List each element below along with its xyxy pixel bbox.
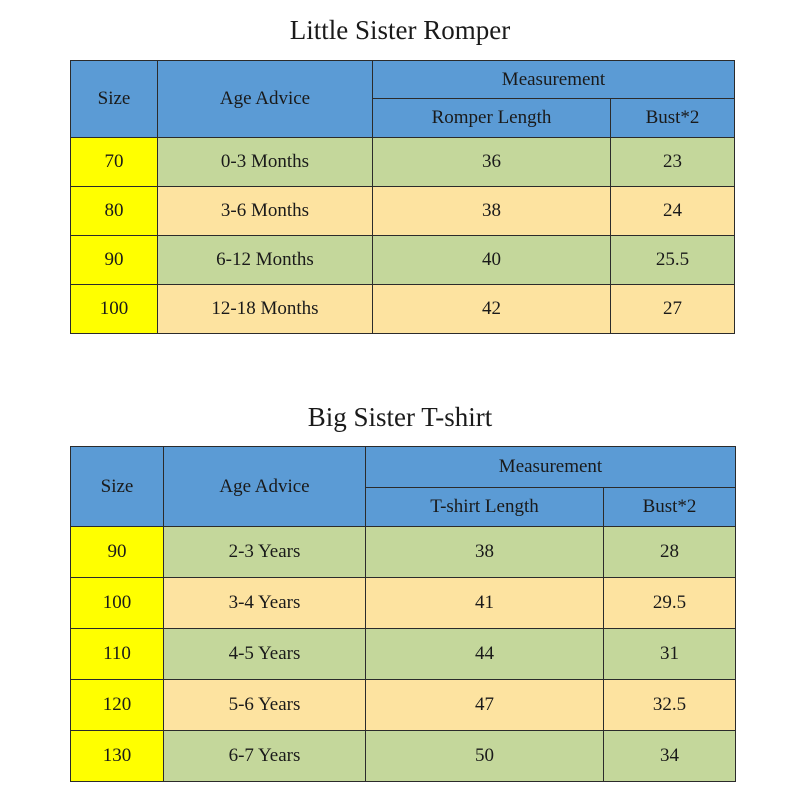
length-cell: 41 bbox=[366, 578, 604, 629]
size-cell: 130 bbox=[71, 731, 164, 782]
big-sister-rows bbox=[71, 527, 736, 782]
age-cell: 12-18 Months bbox=[158, 285, 373, 334]
length-cell: 40 bbox=[373, 236, 611, 285]
bust-cell: 32.5 bbox=[604, 680, 736, 731]
header-measurement: Measurement bbox=[366, 447, 736, 488]
size-cell: 90 bbox=[71, 527, 164, 578]
age-cell: 5-6 Years bbox=[164, 680, 366, 731]
header-bust: Bust*2 bbox=[604, 488, 736, 527]
age-cell: 0-3 Months bbox=[158, 138, 373, 187]
header-romper-length: Romper Length bbox=[373, 99, 611, 138]
length-cell: 47 bbox=[366, 680, 604, 731]
length-cell: 38 bbox=[373, 187, 611, 236]
bust-cell: 29.5 bbox=[604, 578, 736, 629]
bust-cell: 23 bbox=[611, 138, 735, 187]
bust-cell: 28 bbox=[604, 527, 736, 578]
big-sister-title: Big Sister T-shirt bbox=[307, 402, 493, 432]
size-cell: 80 bbox=[71, 187, 158, 236]
size-cell: 100 bbox=[71, 285, 158, 334]
header-size: Size bbox=[71, 447, 164, 527]
age-cell: 3-4 Years bbox=[164, 578, 366, 629]
bust-cell: 27 bbox=[611, 285, 735, 334]
table-row bbox=[71, 731, 736, 782]
size-cell: 120 bbox=[71, 680, 164, 731]
size-cell: 90 bbox=[71, 236, 158, 285]
table-row bbox=[71, 138, 735, 187]
header-age-advice: Age Advice bbox=[164, 447, 366, 527]
size-cell: 110 bbox=[71, 629, 164, 680]
age-cell: 3-6 Months bbox=[158, 187, 373, 236]
header-bust: Bust*2 bbox=[611, 99, 735, 138]
little-sister-size-table bbox=[70, 60, 735, 334]
little-sister-rows bbox=[71, 138, 735, 334]
length-cell: 50 bbox=[366, 731, 604, 782]
length-cell: 36 bbox=[373, 138, 611, 187]
header-age-advice: Age Advice bbox=[158, 61, 373, 138]
little-sister-title: Little Sister Romper bbox=[289, 15, 511, 45]
age-cell: 2-3 Years bbox=[164, 527, 366, 578]
table-row bbox=[71, 629, 736, 680]
bust-cell: 31 bbox=[604, 629, 736, 680]
table-row bbox=[71, 236, 735, 285]
age-cell: 6-12 Months bbox=[158, 236, 373, 285]
bust-cell: 25.5 bbox=[611, 236, 735, 285]
age-cell: 6-7 Years bbox=[164, 731, 366, 782]
bust-cell: 34 bbox=[604, 731, 736, 782]
header-tshirt-length: T-shirt Length bbox=[366, 488, 604, 527]
table-row bbox=[71, 578, 736, 629]
length-cell: 38 bbox=[366, 527, 604, 578]
table-row bbox=[71, 680, 736, 731]
size-cell: 70 bbox=[71, 138, 158, 187]
big-sister-size-table bbox=[70, 446, 736, 782]
table-row bbox=[71, 527, 736, 578]
bust-cell: 24 bbox=[611, 187, 735, 236]
size-cell: 100 bbox=[71, 578, 164, 629]
table-row bbox=[71, 285, 735, 334]
length-cell: 42 bbox=[373, 285, 611, 334]
header-measurement: Measurement bbox=[373, 61, 735, 99]
table-row bbox=[71, 187, 735, 236]
header-size: Size bbox=[71, 61, 158, 138]
length-cell: 44 bbox=[366, 629, 604, 680]
age-cell: 4-5 Years bbox=[164, 629, 366, 680]
